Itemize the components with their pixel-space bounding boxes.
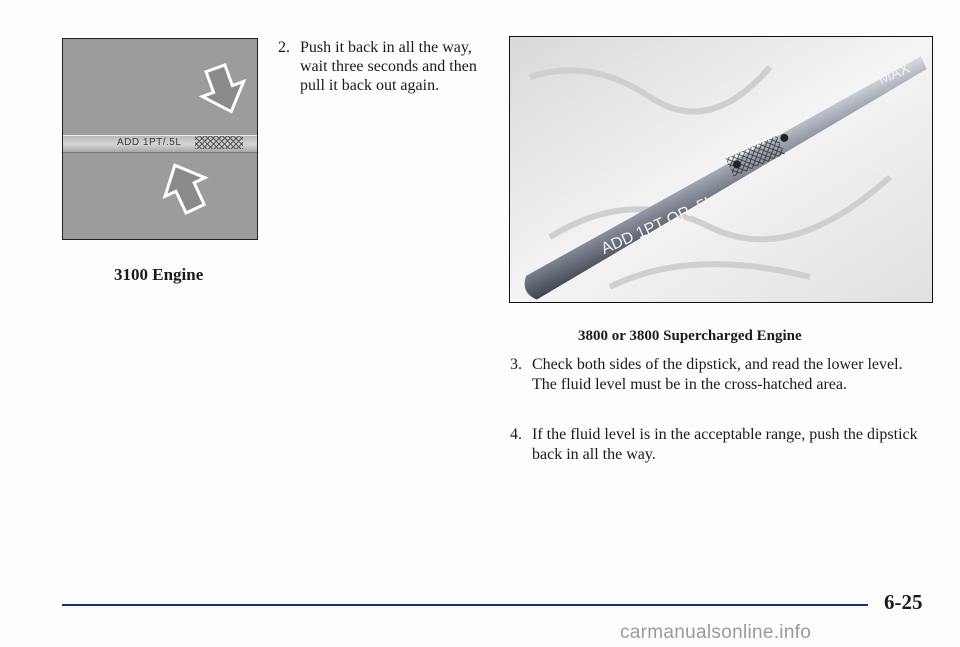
step-3	[510, 355, 930, 395]
up-arrow-icon	[155, 156, 215, 218]
caption-3800-engine: 3800 or 3800 Supercharged Engine	[578, 328, 802, 344]
down-arrow-icon	[195, 61, 252, 119]
step-2-number: 2.	[278, 39, 290, 56]
caption-3100-engine: 3100 Engine	[114, 265, 204, 284]
step-4	[510, 425, 930, 465]
marking-add: ADD 1PT OR .5L	[598, 192, 718, 258]
step-3-number: 3.	[510, 356, 522, 373]
step-4-text: If the fluid level is in the acceptable range, push the dipstick back in all the way.	[532, 426, 918, 463]
marking-max: MAX	[875, 59, 913, 89]
dipstick-marking: ADD 1PT/.5L	[117, 137, 182, 148]
step-4-number: 4.	[510, 426, 522, 443]
cross-hatch-area	[195, 136, 243, 149]
dipstick-photo-3800	[509, 36, 933, 303]
dipstick-photo-3100	[62, 38, 258, 240]
step-3-text: Check both sides of the dipstick, and read the lower level. The fluid level must be in the cross-hatched area.	[532, 356, 903, 393]
step-2	[278, 38, 488, 95]
dipstick-illustration	[510, 37, 933, 303]
footer-rule	[62, 604, 868, 606]
step-2-text: Push it back in all the way, wait three seconds and then pull it back out again.	[300, 39, 477, 94]
watermark: carmanualsonline.info	[620, 622, 812, 643]
page-number: 6-25	[884, 590, 923, 614]
